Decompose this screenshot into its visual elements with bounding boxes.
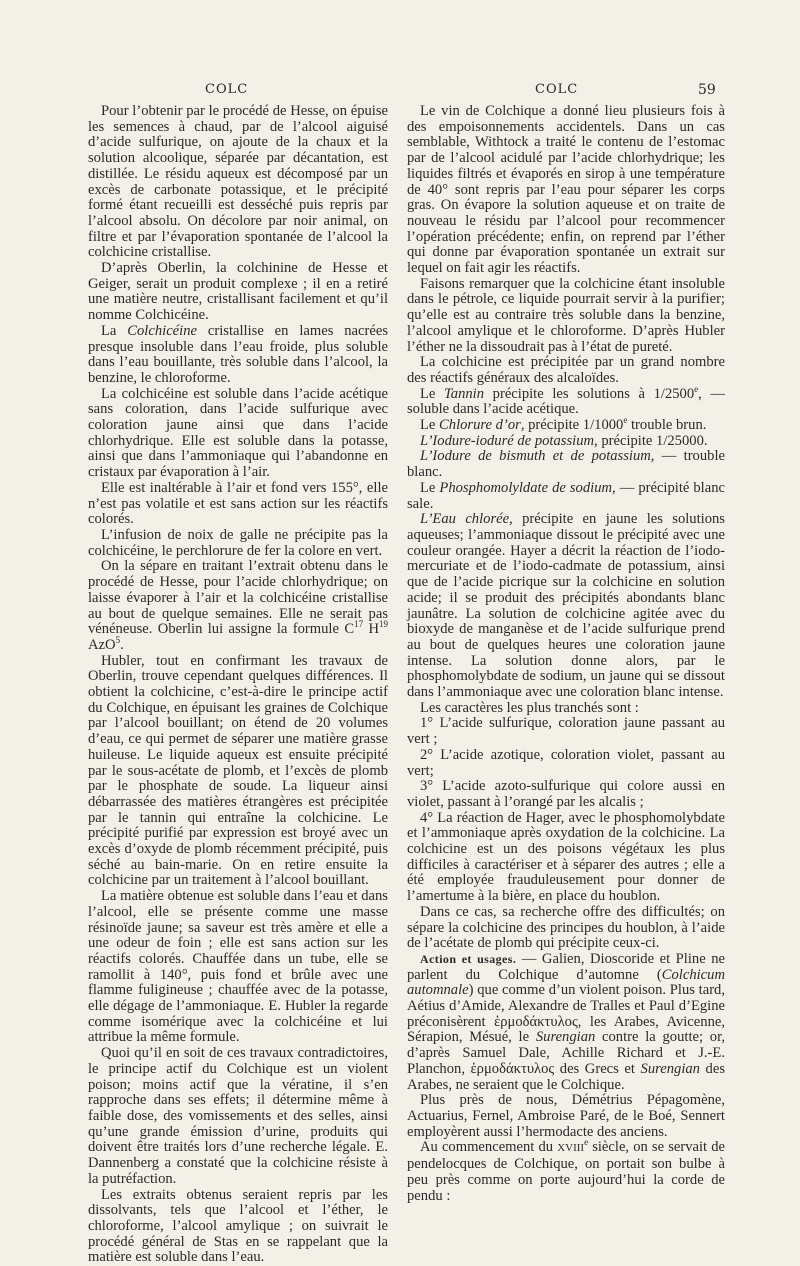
reagent-phosphomolybdate: Le Phosphomolyldate de sodium, — précipité blanc sale.	[407, 479, 725, 512]
right-column	[407, 104, 725, 1204]
character-2: 2° L’acide azotique, coloration violet, passant au vert;	[407, 746, 725, 779]
paragraph-hesse-procedure: Pour l’obtenir par le procédé de Hesse, on épuise les semences à chaud, par de l’alcool aiguisé d’acide sulfurique, on ajoute de la chaux et la solution alcoolique, séparée par décantation, est distillée. Le résidu aqueux est décomposé par un excès de carbonate potassique, et le précipité formé étant recueilli est desséché puis repris par l’alcool absolu. On décolore par noir animal, on filtre et par l’évaporation spontanée de l’alcool la colchicine cristallise.	[88, 103, 388, 261]
paragraph-matiere: La matière obtenue est soluble dans l’eau et dans l’alcool, elle se présente comme une masse résinoïde jaune; sa saveur est très amère et elle a une odeur de foin ; elle est sans action sur les réactifs colorés. Chauffée dans un tube, elle se ramollit à 140°, puis fond et brûle avec une flamme fuligineuse ; chauffée avec de la potasse, elle dégage de l’ammoniaque. E. Hubler la regarde comme isomérique avec la colchicéine et lui attribue la même formule.	[88, 888, 388, 1046]
paragraph-solubility: La colchicéine est soluble dans l’acide acétique sans coloration, dans l’acide sulfurique avec coloration jaune ainsi que dans l’acide chlorhydrique. Elle est soluble dans la potasse, ainsi que dans l’ammoniaque qui l’abandonne en cristaux par évaporation à l’air.	[88, 385, 388, 481]
paragraph-hubler: Hubler, tout en confirmant les travaux de Oberlin, trouve cependant quelques différences. Il obtient la colchicine, c’est-à-dire le principe actif du Colchique, en épuisant les graines de Colchique par l’alcool bouillant; on étend de 20 volumes d’eau, ce qui permet de séparer une matière grasse huileuse. Le liquide aqueux est ensuite précipité par le sous-acétate de plomb, et l’excès de plomb par le phosphate de soude. La liqueur ainsi débarrassée des matières étrangères est précipitée par le tannin qui entraîne la colchicine. Le précipité purifié par expression est broyé avec un excès d’oxyde de plomb récemment précipité, puis séché au bain-marie. On en retire ensuite la colchicine par un traitement à l’alcool bouillant.	[88, 652, 388, 889]
paragraph-houblon: Dans ce cas, sa recherche offre des difficultés; on sépare la colchicine des principes du houblon, à l’aide de l’acétate de plomb qui précipite ceux-ci.	[407, 903, 725, 952]
paragraph-oberlin: D’après Oberlin, la colchinine de Hesse et Geiger, serait un produit complexe ; il en a retiré une matière neutre, cristallisant facilement et qu’il nomme Colchicéine.	[88, 260, 388, 324]
paragraph-colchiceine: La Colchicéine cristallise en lames nacrées presque insoluble dans l’eau froide, plus soluble dans l’eau bouillante, très soluble dans l’alcool, la benzine, le chloroforme.	[88, 322, 388, 386]
character-4: 4° La réaction de Hager, avec le phosphomolybdate et l’ammoniaque après oxydation de la colchicine. La colchicine est un des poisons végétaux les plus difficiles à caractériser et à séparer des autres ; elle a été employée frauduleusement pour donner de l’amertume à la bière, en place du houblon.	[407, 809, 725, 905]
running-head-right: COLC	[535, 82, 579, 97]
paragraph-poison: Quoi qu’il en soit de ces travaux contradictoires, le principe actif du Colchique est un violent poison; moins actif que la vératine, il s’en rapproche dans ses effets; il détermine même à faible dose, des vomissements et des selles, ainsi qu’une grande émission d’urine, produits qui doivent être traités lors d’une recherche légale. E. Dannenberg a constaté que la colchicine résiste à la putréfaction.	[88, 1045, 388, 1187]
reagent-iodure-potassium: L’Iodure-ioduré de potassium, précipite 1/25000.	[420, 432, 708, 449]
paragraph-vin: Le vin de Colchique a donné lieu plusieurs fois à des empoisonnements accidentels. Dans un cas semblable, Withtock a traité le contenu de l’estomac par de l’alcool acidulé par l’acide chlorhydrique; les liquides filtrés et évaporés en sirop à une température de 40° sont repris par l’eau pour séparer les corps gras. On évapore la solution aqueuse et on traite de nouveau le résidu par l’alcool pour recommencer l’opération précédente; enfin, on reprend par l’éther qui donne par évaporation spontanée un extrait sur lequel on fait agir les réactifs.	[407, 103, 725, 277]
character-1: 1° L’acide sulfurique, coloration jaune passant au vert ;	[407, 715, 725, 748]
paragraph-galle: L’infusion de noix de galle ne précipite pas la colchicéine, le perchlorure de fer la colore en vert.	[88, 526, 388, 559]
paragraph-petrole: Faisons remarquer que la colchicine étant insoluble dans le pétrole, ce liquide pourrait servir à la purifier; qu’elle est au contraire très soluble dans la benzine, l’alcool amylique et le chloroforme. D’après Hubler l’éther ne la dissoudrait pas à l’état de pureté.	[407, 275, 725, 355]
paragraph-extraits: Les extraits obtenus seraient repris par les dissolvants, tels que l’alcool et l’éther, le chloroforme, l’alcool amylique ; on suivrait le procédé général de Stas en se rappelant que la matière est soluble dans l’eau.	[88, 1186, 388, 1266]
paragraph-reactifs: La colchicine est précipitée par un grand nombre des réactifs généraux des alcaloïdes.	[407, 354, 725, 386]
running-head-left: COLC	[205, 82, 249, 97]
page-number: 59	[698, 82, 716, 98]
reagent-tannin: Le Tannin précipite les solutions à 1/2500e, —soluble dans l’acide acétique.	[407, 383, 726, 418]
paragraph-melting: Elle est inaltérable à l’air et fond vers 155°, elle n’est pas volatile et est sans action sur les réactifs colorés.	[88, 479, 388, 528]
paragraph-plus-pres: Plus près de nous, Démétrius Pépagomène, Actuarius, Fernel, Ambroise Paré, de le Boé, Sennert employèrent aussi l’hermodacte des anciens.	[407, 1092, 725, 1140]
character-3: 3° L’acide azoto-sulfurique qui colore aussi en violet, passant à l’orangé par les alcalis ;	[407, 778, 725, 810]
reagent-eau-chloree: L’Eau chlorée, précipite en jaune les solutions aqueuses; l’ammoniaque dissout le précipité avec une couleur orangée. Hayer a décrit la réaction de l’iodo-mercuriate et de l’iodo-cadmate de potassium, ainsi que de l’acide picrique sur la colchicine en solution acide; il se produit des précipités abondants blanc jaunâtre. La solution de colchicine agitée avec du bioxyde de manganèse et de l’acide sulfurique prend au bout de quelques heures une coloration jaune intense. La solution donne alors, par le phosphomolybdate de sodium, un jaune qui se dissout dans l’ammoniaque avec une coloration blanc intense.	[407, 511, 725, 701]
reagent-chlorure-or: Le Chlorure d’or, précipite 1/1000e trouble brun.	[420, 415, 707, 434]
paragraph-formula: On la sépare en traitant l’extrait obtenu dans le procédé de Hesse, pour l’acide chlorhydrique; on laisse évaporer à l’air et la colchicéine cristallise au bout de quelque semaines. Elle ne serait pas vénéneuse. Oberlin lui assigne la formule $C^{17}$ $H^{19}$ AzO$^5$.	[88, 558, 388, 653]
left-column	[88, 104, 388, 1266]
paragraph-xviiie: Au commencement du XVIIIe siècle, on se servait de pendelocques de Colchique, on portait son bulbe à peu près comme on porte aujourd’hui la corde de pendu :	[407, 1137, 725, 1204]
paragraph-caracteres: Les caractères les plus tranchés sont :	[420, 699, 639, 716]
paragraph-action-usages: Action et usages. — Galien, Dioscoride et Pline ne parlent du Colchique d’automne (Colchicum automnale) que comme d’un violent poison. Plus tard, Aétius d’Amide, Alexandre de Tralles et Paul d’Egine préconisèrent ἑρμοδάκτυλος, les Arabes, Avicenne, Sérapion, Mésué, le Surengian contre la goutte; or, d’après Samuel Dale, Achille Richard et J.-E. Planchon, ἑρμοδάκτυλος des Grecs et Surengian des Arabes, ne seraient que le Colchique.	[407, 950, 726, 1093]
reagent-iodure-bismuth: L’Iodure de bismuth et de potassium, — trouble blanc.	[407, 448, 725, 481]
